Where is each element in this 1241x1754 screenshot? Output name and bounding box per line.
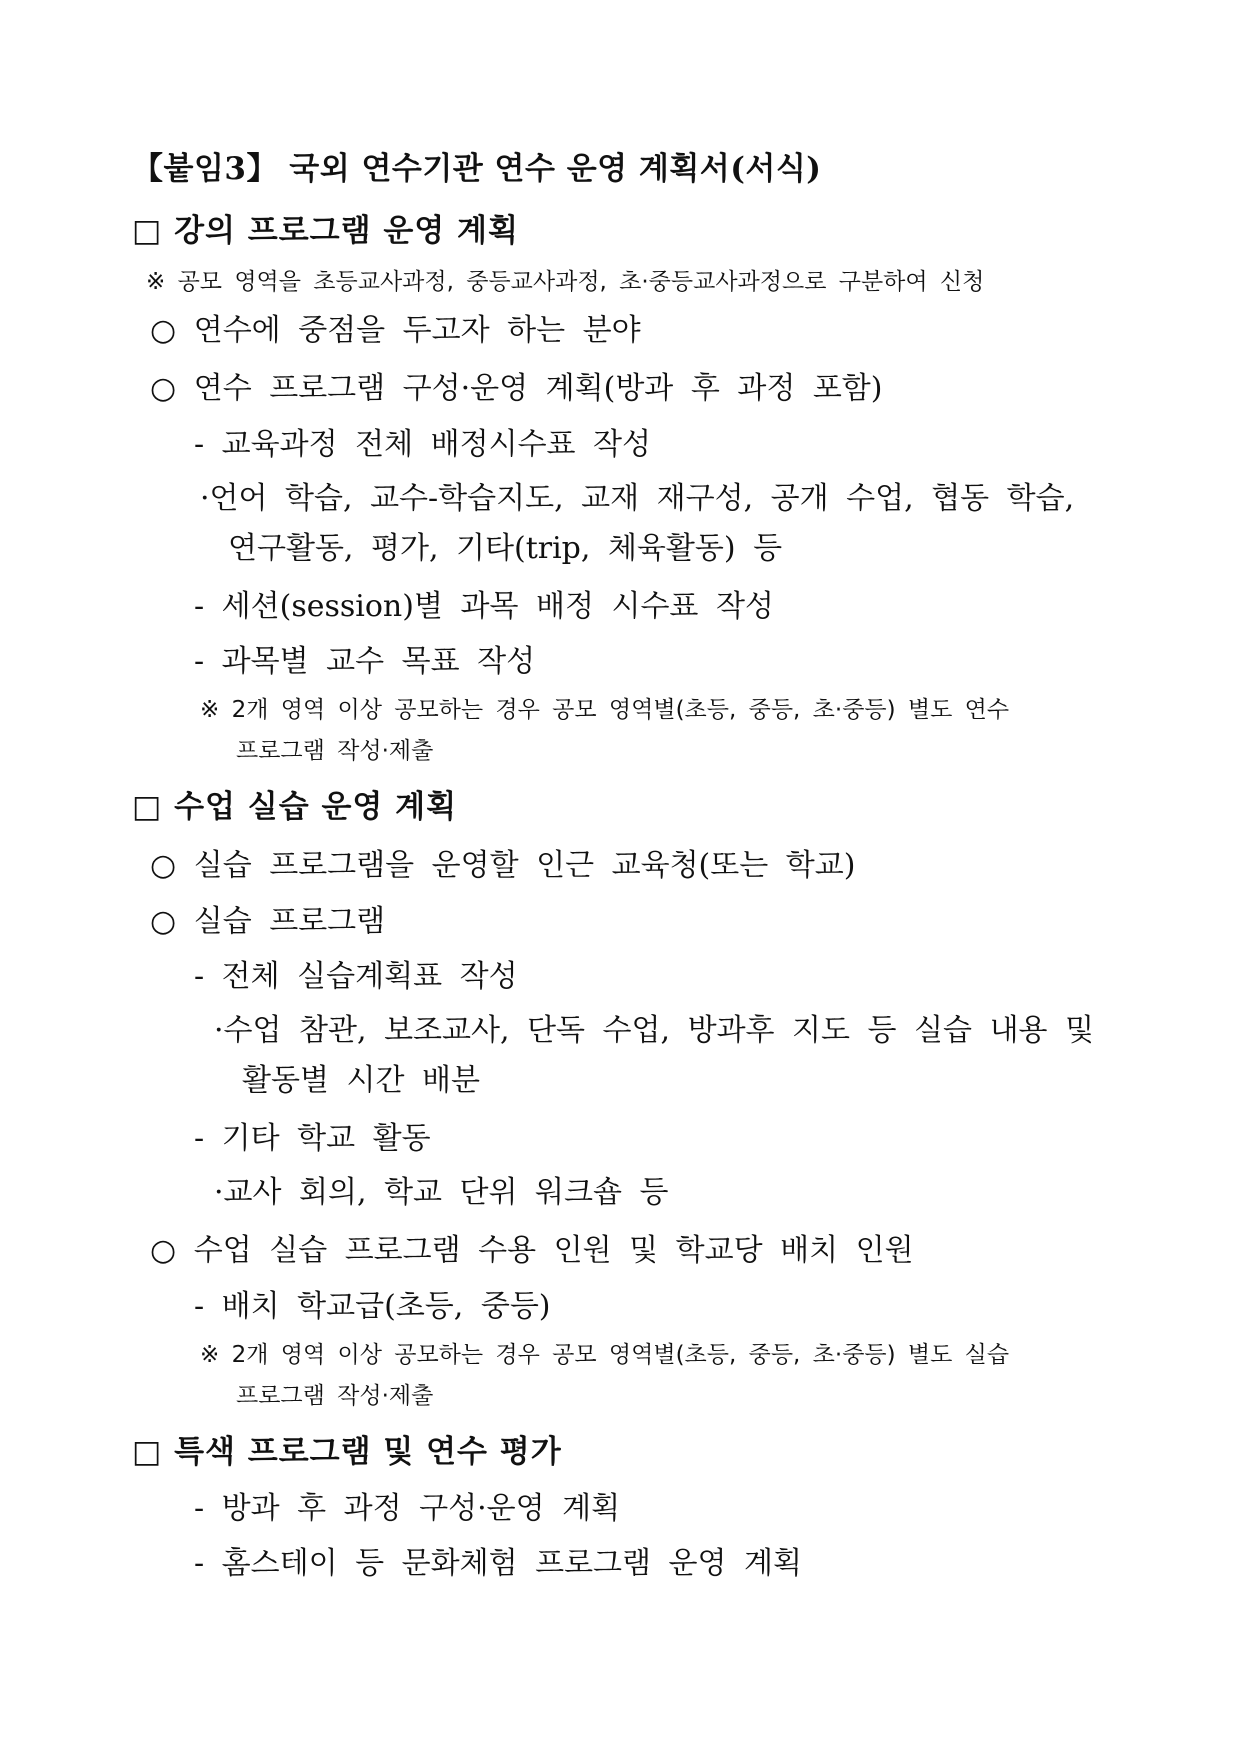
lecture-note-multi-area-line2: 프로그램 작성·제출 bbox=[236, 738, 434, 764]
lecture-bullet-activities-line1: ·언어 학습, 교수-학습지도, 교재 재구성, 공개 수업, 협동 학습, bbox=[200, 481, 1075, 516]
practice-bullet-content-line2: 활동별 시간 배분 bbox=[242, 1063, 480, 1098]
practice-bullet-content bbox=[214, 1014, 1122, 1049]
lecture-note: ※ 공모 영역을 초등교사과정, 중등교사과정, 초·중등교사과정으로 구분하여 신청 bbox=[146, 269, 985, 295]
special-dash-homestay: - 홈스테이 등 문화체험 프로그램 운영 계획 bbox=[194, 1546, 803, 1581]
lecture-dash-session: - 세션(session)별 과목 배정 시수표 작성 bbox=[194, 589, 774, 624]
lecture-note-multi-area: ※ 2개 영역 이상 공모하는 경우 공모 영역별(초등, 중등, 초·중등) 별도 연수 bbox=[200, 697, 1010, 723]
practice-item-program: ○ 실습 프로그램 bbox=[150, 904, 386, 939]
practice-note-multi-area-line2: 프로그램 작성·제출 bbox=[236, 1383, 434, 1409]
section-heading-practice: □ 수업 실습 운영 계획 bbox=[132, 789, 458, 825]
practice-dash-other: - 기타 학교 활동 bbox=[194, 1121, 431, 1156]
section-heading-special: □ 특색 프로그램 및 연수 평가 bbox=[132, 1434, 562, 1470]
lecture-dash-goals: - 과목별 교수 목표 작성 bbox=[194, 644, 536, 679]
section-heading-lecture: □ 강의 프로그램 운영 계획 bbox=[132, 213, 519, 249]
practice-bullet-content-line1: ·수업 참관, 보조교사, 단독 수업, 방과후 지도 등 실습 내용 및 bbox=[214, 1013, 1095, 1048]
special-dash-afterschool: - 방과 후 과정 구성·운영 계획 bbox=[194, 1491, 621, 1526]
practice-bullet-meetings: ·교사 회의, 학교 단위 워크숍 등 bbox=[214, 1175, 669, 1210]
practice-item-capacity: ○ 수업 실습 프로그램 수용 인원 및 학교당 배치 인원 bbox=[150, 1233, 914, 1268]
lecture-bullet-activities bbox=[200, 482, 1122, 517]
lecture-dash-schedule: - 교육과정 전체 배정시수표 작성 bbox=[194, 427, 652, 462]
practice-item-office: ○ 실습 프로그램을 운영할 인근 교육청(또는 학교) bbox=[150, 848, 856, 883]
practice-note-multi-area: ※ 2개 영역 이상 공모하는 경우 공모 영역별(초등, 중등, 초·중등) 별도 실습 bbox=[200, 1342, 1010, 1368]
document-title: 【붙임3】 국외 연수기관 연수 운영 계획서(서식) bbox=[132, 151, 822, 187]
lecture-item-composition: ○ 연수 프로그램 구성·운영 계획(방과 후 과정 포함) bbox=[150, 371, 883, 406]
practice-dash-plan: - 전체 실습계획표 작성 bbox=[194, 959, 518, 994]
practice-dash-school-level: - 배치 학교급(초등, 중등) bbox=[194, 1289, 551, 1324]
lecture-item-focus: ○ 연수에 중점을 두고자 하는 분야 bbox=[150, 313, 641, 348]
lecture-bullet-activities-line2: 연구활동, 평가, 기타(trip, 체육활동) 등 bbox=[228, 531, 783, 566]
